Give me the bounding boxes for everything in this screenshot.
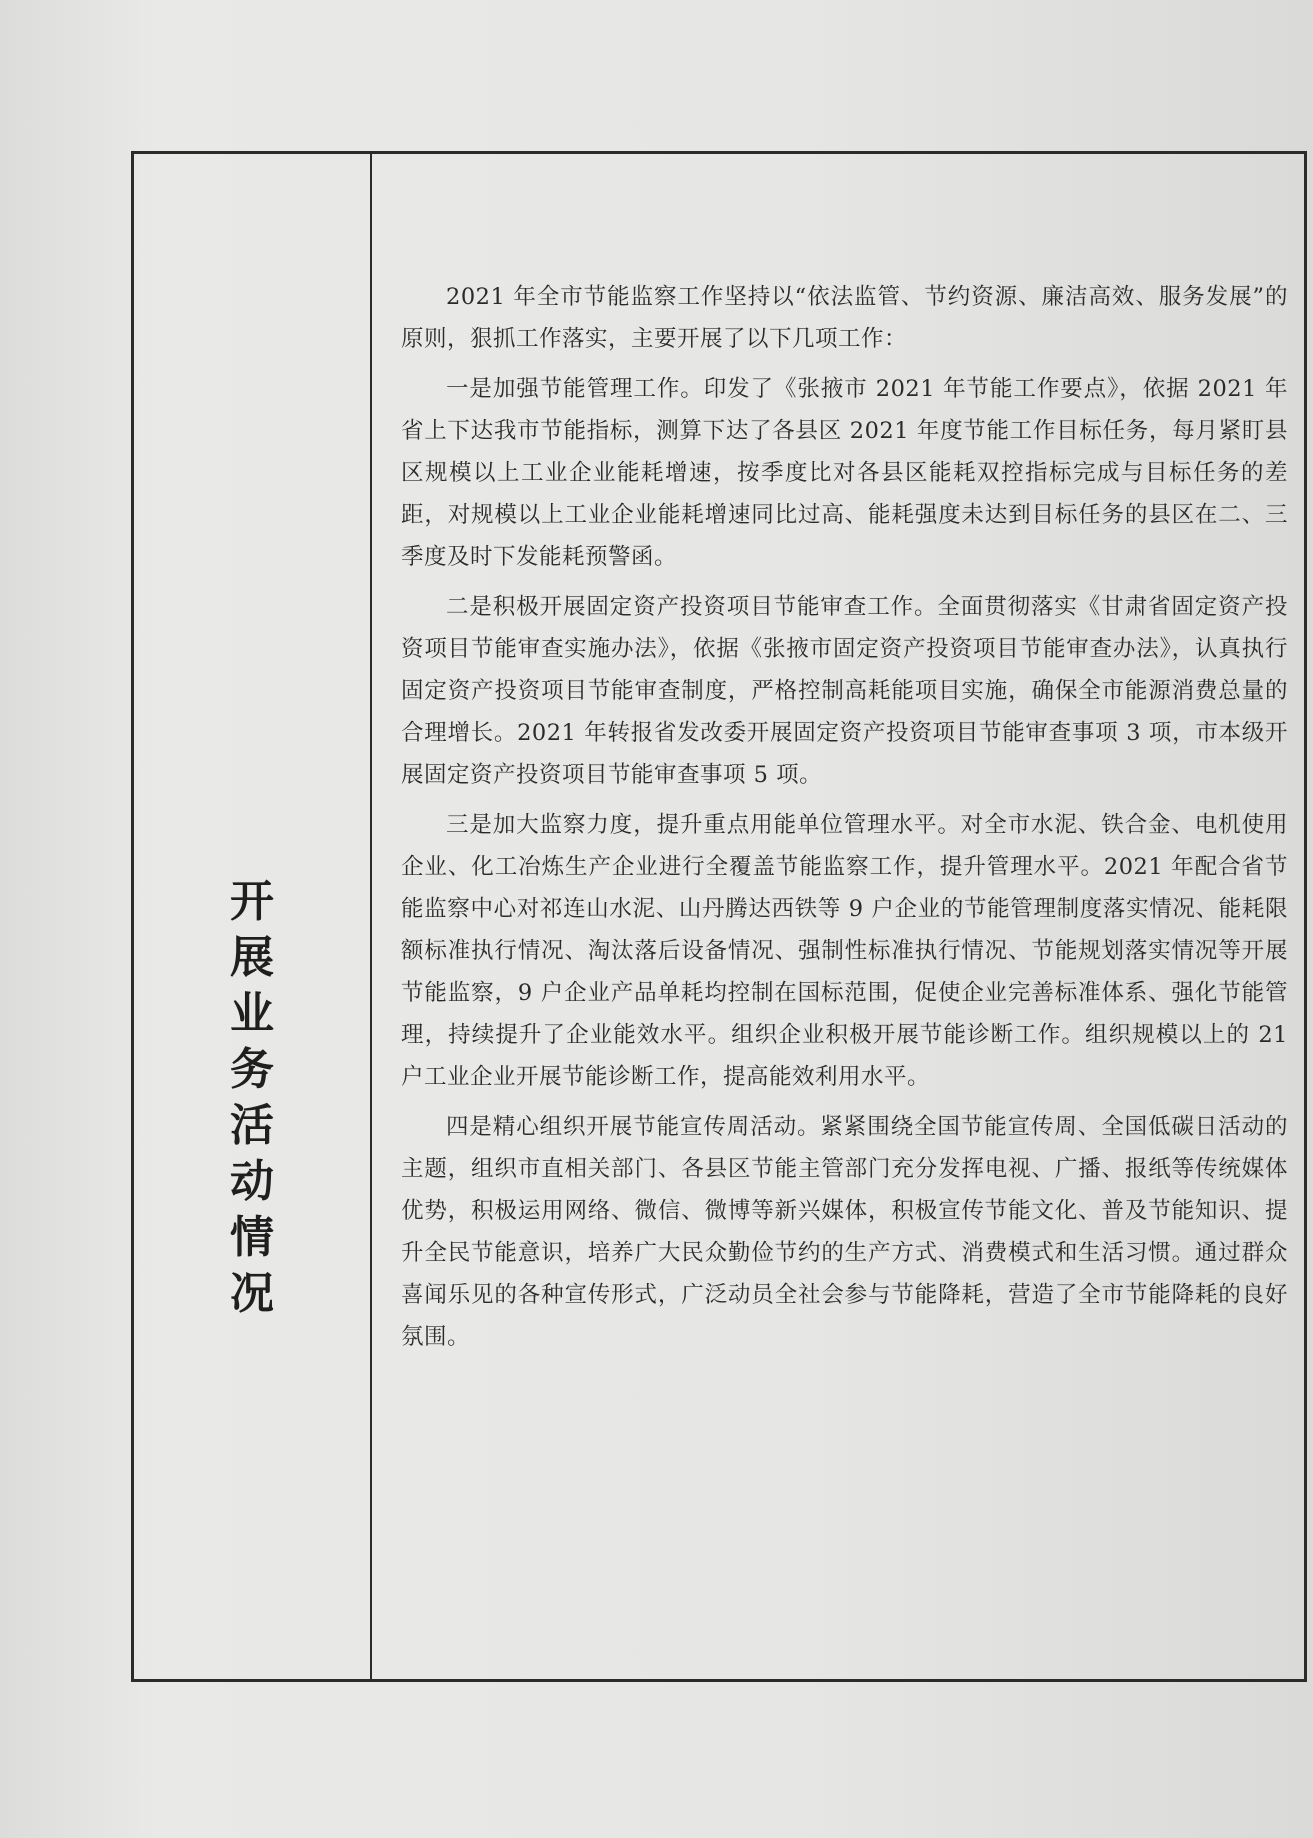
content-cell xyxy=(372,154,1304,1679)
paragraph-investment-review: 二是积极开展固定资产投资项目节能审查工作。全面贯彻落实《甘肃省固定资产投资项目节能审查实施办法》，依据《张掖市固定资产投资项目节能审查办法》，认真执行固定资产投资项目节能审查制度，严格控制高耗能项目实施，确保全市能源消费总量的合理增长。2021 年转报省发改委开展固定资产投资项目节能审查事项 3 项，市本级开展固定资产投资项目节能审查事项 5 项。 xyxy=(401,594,1288,788)
section-label xyxy=(134,874,370,1322)
section-label-char: 活 xyxy=(230,1100,274,1151)
content-body xyxy=(401,276,1288,1366)
section-label-char: 况 xyxy=(230,1268,274,1319)
section-label-char: 情 xyxy=(230,1212,274,1263)
section-label-char: 务 xyxy=(230,1044,274,1095)
section-label-cell xyxy=(134,154,372,1679)
section-label-char: 开 xyxy=(230,876,274,927)
section-label-char: 动 xyxy=(230,1156,274,1207)
section-label-char: 业 xyxy=(230,988,274,1039)
form-table xyxy=(131,151,1307,1682)
paragraph-supervision: 三是加大监察力度，提升重点用能单位管理水平。对全市水泥、铁合金、电机使用企业、化工冶炼生产企业进行全覆盖节能监察工作，提升管理水平。2021 年配合省节能监察中心对祁连山水泥、山丹腾达西铁等 9 户企业的节能管理制度落实情况、能耗限额标准执行情况、淘汰落后设备情况、强制性标准执行情况、节能规划落实情况等开展节能监察，9 户企业产品单耗均控制在国标范围，促使企业完善标准体系、强化节能管理，持续提升了企业能效水平。组织企业积极开展节能诊断工作。组织规模以上的 21 户工业企业开展节能诊断工作，提高能效利用水平。 xyxy=(401,812,1288,1090)
section-label-char: 展 xyxy=(230,932,274,983)
intro-paragraph: 2021 年全市节能监察工作坚持以“依法监管、节约资源、廉洁高效、服务发展”的原则，狠抓工作落实，主要开展了以下几项工作： xyxy=(401,284,1288,352)
paragraph-energy-management: 一是加强节能管理工作。印发了《张掖市 2021 年节能工作要点》，依据 2021 年省上下达我市节能指标，测算下达了各县区 2021 年度节能工作目标任务，每月紧盯县区规模以上工业企业能耗增速，按季度比对各县区能耗双控指标完成与目标任务的差距，对规模以上工业企业能耗增速同比过高、能耗强度未达到目标任务的县区在二、三季度及时下发能耗预警函。 xyxy=(401,376,1288,570)
paragraph-publicity-week: 四是精心组织开展节能宣传周活动。紧紧围绕全国节能宣传周、全国低碳日活动的主题，组织市直相关部门、各县区节能主管部门充分发挥电视、广播、报纸等传统媒体优势，积极运用网络、微信、微博等新兴媒体，积极宣传节能文化、普及节能知识、提升全民节能意识，培养广大民众勤俭节约的生产方式、消费模式和生活习惯。通过群众喜闻乐见的各种宣传形式，广泛动员全社会参与节能降耗，营造了全市节能降耗的良好氛围。 xyxy=(401,1114,1288,1350)
